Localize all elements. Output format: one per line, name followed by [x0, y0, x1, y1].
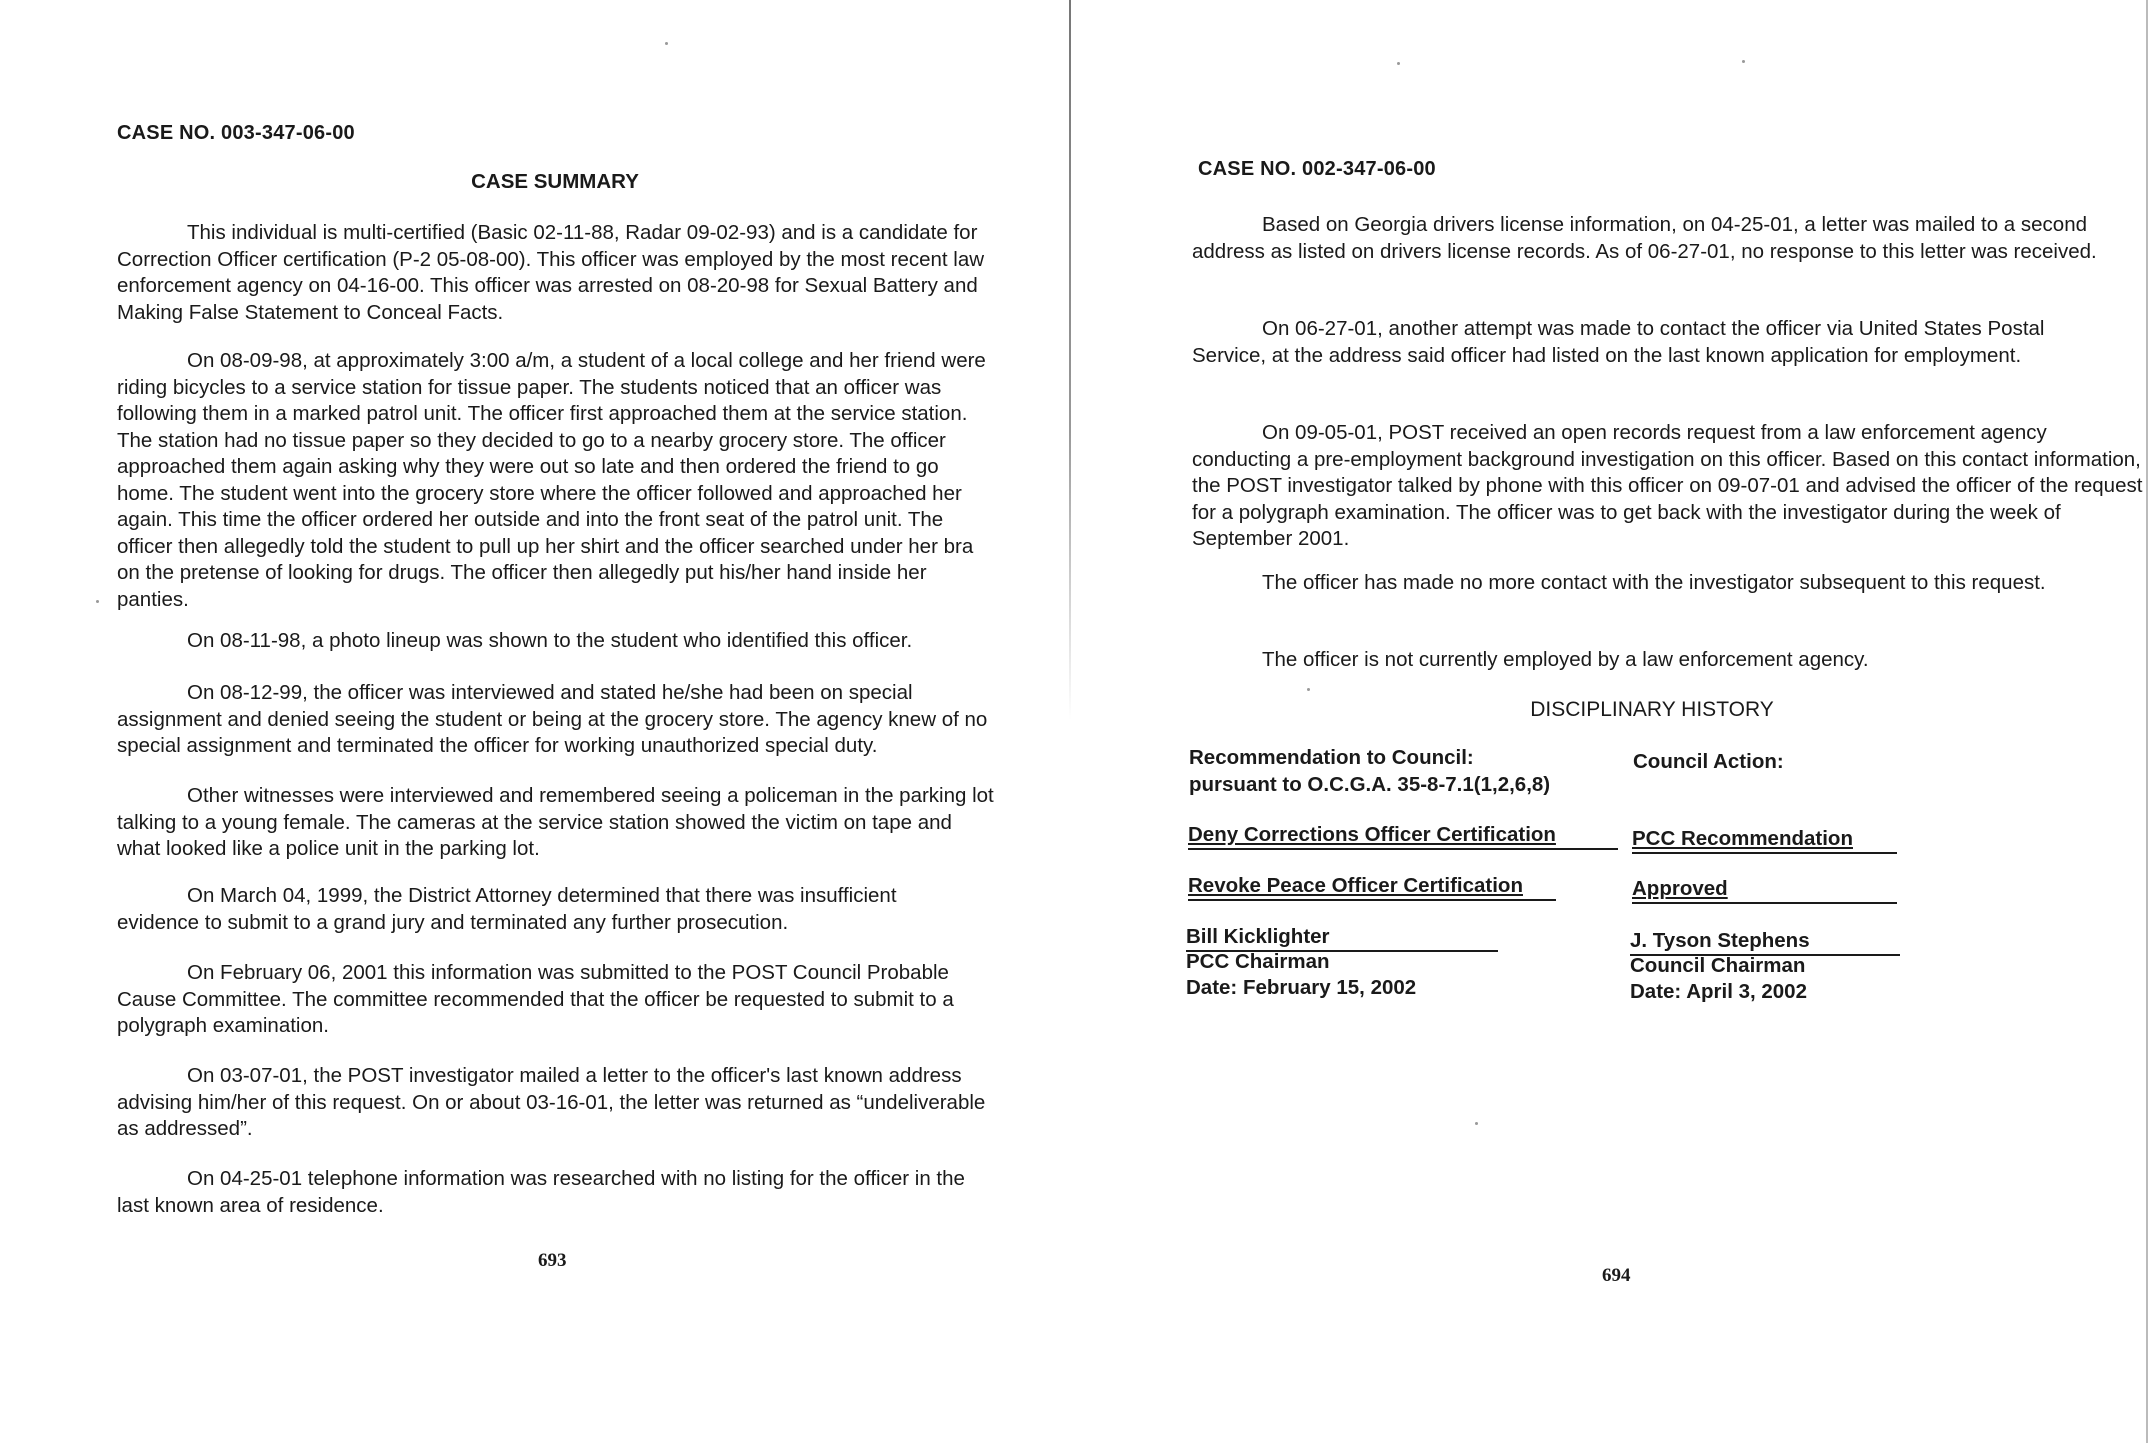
paragraph: On 08-12-99, the officer was interviewed and stated he/she had been on special assignment and denied seeing the student or being at the grocery store. The agency knew of no special assignment and terminated the officer for working unauthorized special duty.	[117, 681, 988, 757]
scan-speck	[665, 42, 668, 45]
paragraph: On 08-11-98, a photo lineup was shown to the student who identified this officer.	[187, 629, 913, 652]
scan-speck	[1475, 1122, 1478, 1125]
paragraph: On 09-05-01, POST received an open records request from a law enforcement agency conducting a pre-employment background investigation on this officer. Based on this contact information, the POST investigator talked by phone with this officer on 09-07-01 and advised the officer of the request for a polygraph examination. The officer was to get back with the investigator during the week of September 2001.	[1192, 421, 2143, 550]
signature-date: Date: February 15, 2002	[1186, 976, 1417, 999]
disciplinary-heading: DISCIPLINARY HISTORY	[1530, 698, 1774, 721]
scan-speck	[96, 600, 99, 603]
signature-title: Council Chairman	[1630, 954, 1806, 977]
paragraph: On 04-25-01 telephone information was researched with no listing for the officer in the last known area of residence.	[117, 1167, 965, 1217]
action-approved: Approved	[1632, 877, 1897, 904]
paragraph: On 08-09-98, at approximately 3:00 a/m, a student of a local college and her friend were riding bicycles to a service station for tissue paper. The students noticed that an officer was following them in a marked patrol unit. The officer first approached them at the service station. The station had no tissue paper so they decided to go to a nearby grocery store. The officer approached them again asking why they were out so late and then ordered the friend to go home. The student went into the grocery store where the officer followed and approached her again. This time the officer ordered her outside and into the front seat of the patrol unit. The officer then allegedly told the student to pull up her shirt and the officer searched under her bra on the pretense of looking for drugs. The officer then allegedly put his/her hand inside her panties.	[117, 349, 986, 611]
signature-date: Date: April 3, 2002	[1630, 980, 1807, 1003]
recommendation-basis: pursuant to O.C.G.A. 35-8-7.1(1,2,6,8)	[1189, 773, 1551, 796]
paragraph: This individual is multi-certified (Basic 02-11-88, Radar 09-02-93) and is a candidate for Correction Officer certification (P-2 05-08-00). This officer was employed by the most recent law enforcement agency on 04-16-00. This officer was arrested on 08-20-98 for Sexual Battery and Making False Statement to Conceal Facts.	[117, 221, 985, 324]
page-number: 693	[538, 1250, 567, 1271]
page-number: 694	[1602, 1265, 1631, 1286]
scan-speck	[1397, 62, 1400, 65]
left-page	[0, 0, 1070, 1443]
recommendation-label: Recommendation to Council:	[1189, 746, 1474, 769]
signature-name: J. Tyson Stephens	[1630, 929, 1900, 956]
paragraph: The officer has made no more contact with the investigator subsequent to this request.	[1262, 571, 2046, 594]
scan-speck	[1307, 688, 1310, 691]
council-action-label: Council Action:	[1633, 750, 1784, 773]
paragraph: On February 06, 2001 this information was submitted to the POST Council Probable Cause Committee. The committee recommended that the officer be requested to submit to a polygraph examination.	[117, 961, 954, 1037]
case-number: CASE NO. 003-347-06-00	[117, 122, 355, 144]
scan-speck	[1742, 60, 1745, 63]
right-page	[1072, 0, 2152, 1443]
paragraph: On 06-27-01, another attempt was made to contact the officer via United States Postal Service, at the address said officer had listed on the last known application for employment.	[1192, 317, 2045, 367]
paragraph: On 03-07-01, the POST investigator mailed a letter to the officer's last known address advising him/her of this request. On or about 03-16-01, the letter was returned as “undeliverable as addressed”.	[117, 1064, 986, 1140]
signature-name: Bill Kicklighter	[1186, 925, 1498, 952]
action-pcc-recommendation: PCC Recommendation	[1632, 827, 1897, 854]
recommendation-revoke: Revoke Peace Officer Certification	[1188, 874, 1556, 901]
paragraph: On March 04, 1999, the District Attorney determined that there was insufficient evidence to submit to a grand jury and terminated any further prosecution.	[117, 884, 897, 934]
signature-title: PCC Chairman	[1186, 950, 1330, 973]
paragraph: The officer is not currently employed by a law enforcement agency.	[1262, 648, 1869, 671]
paragraph: Based on Georgia drivers license information, on 04-25-01, a letter was mailed to a second address as listed on drivers license records. As of 06-27-01, no response to this letter was received.	[1192, 213, 2097, 263]
paragraph: Other witnesses were interviewed and remembered seeing a policeman in the parking lot talking to a young female. The cameras at the service station showed the victim on tape and what looked like a police unit in the parking lot.	[117, 784, 994, 860]
case-number: CASE NO. 002-347-06-00	[1198, 158, 1436, 180]
page-title: CASE SUMMARY	[471, 170, 639, 193]
recommendation-deny: Deny Corrections Officer Certification	[1188, 823, 1618, 850]
